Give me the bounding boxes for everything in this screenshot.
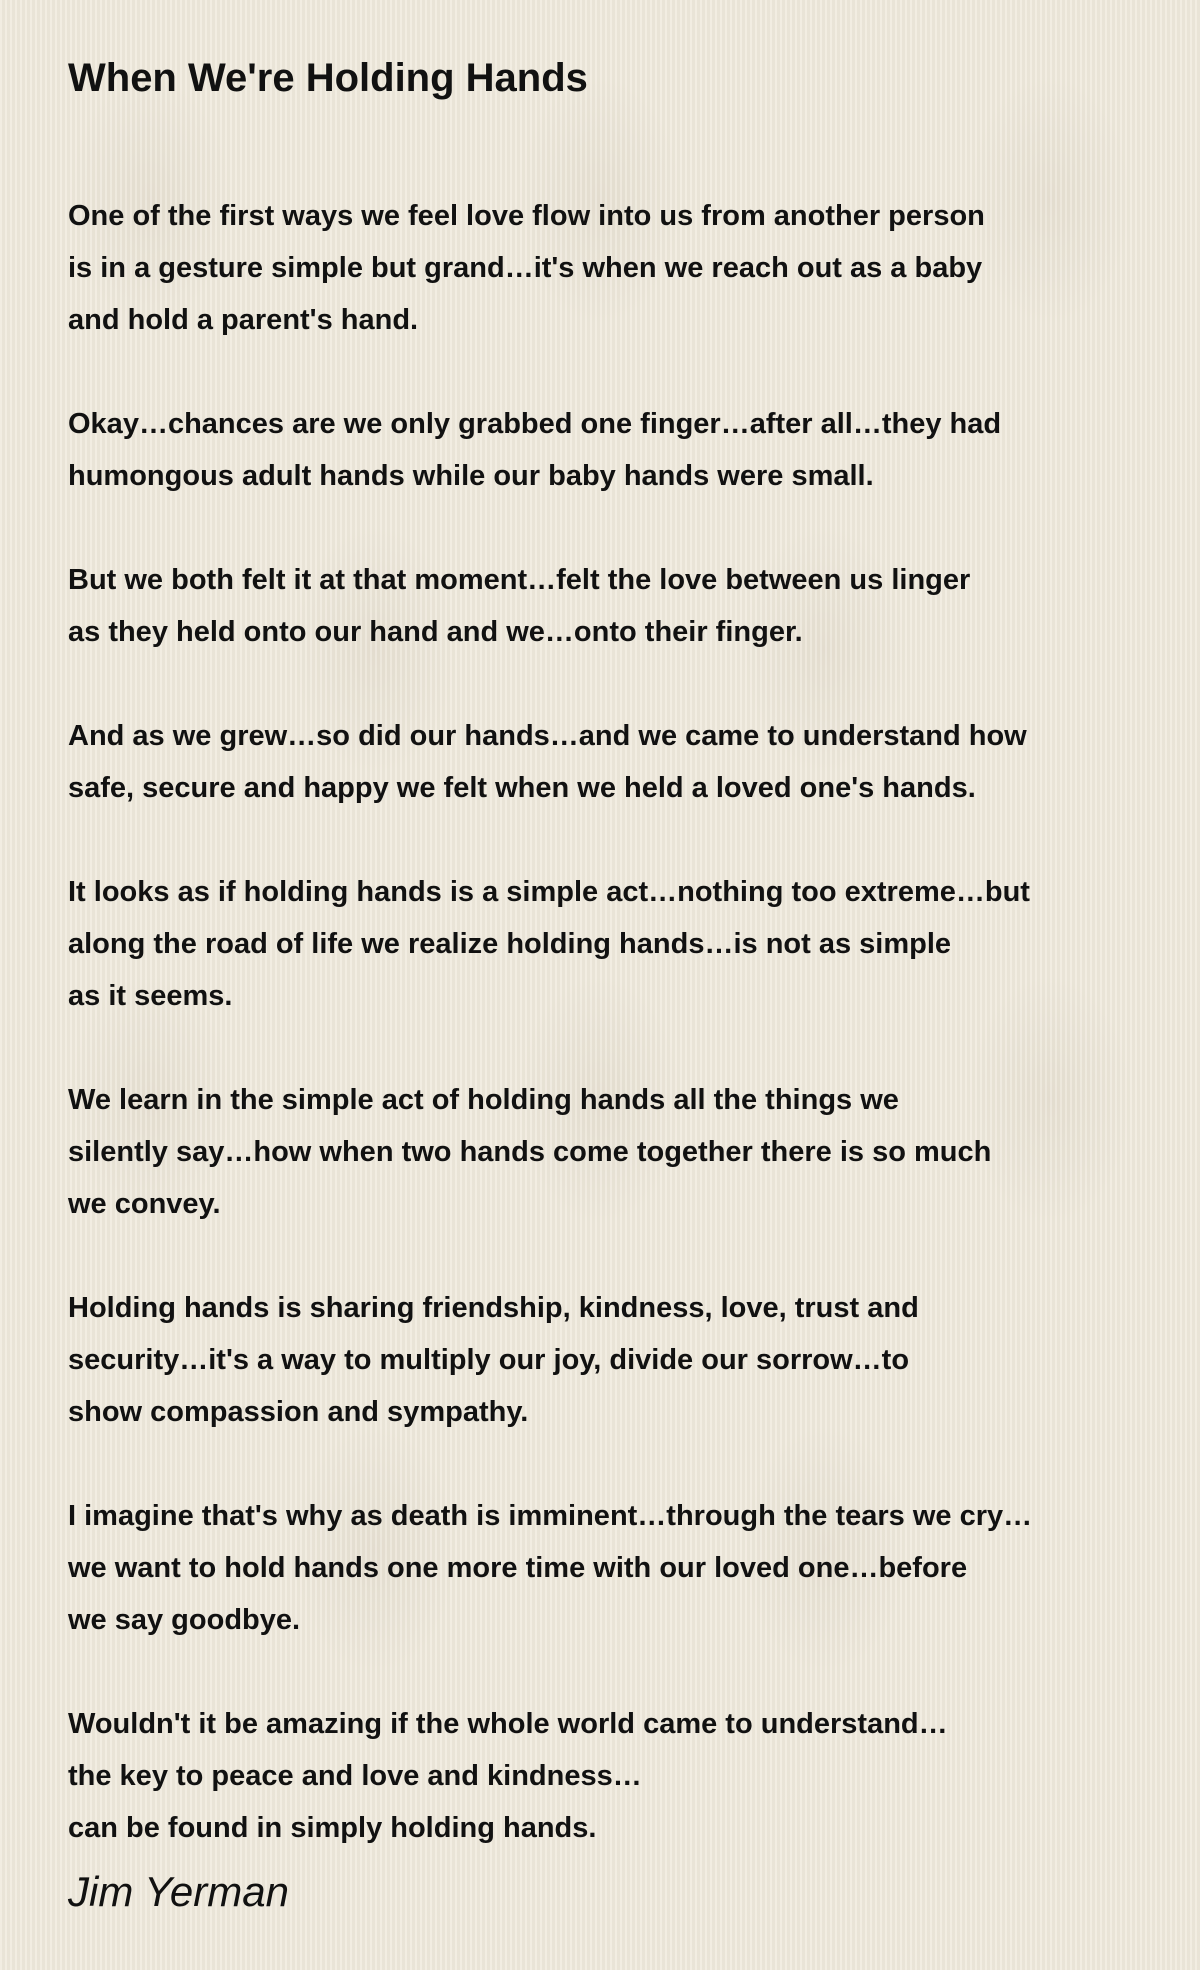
poem-line: we convey. [68, 1188, 221, 1220]
poem-line: we want to hold hands one more time with our loved one…before [68, 1552, 968, 1584]
poem-line: I imagine that's why as death is imminent…through the tears we cry… [68, 1500, 1033, 1532]
poem-body [68, 190, 1168, 1854]
poem-line: as they held onto our hand and we…onto their finger. [68, 616, 803, 648]
stanza [68, 1490, 1168, 1646]
poem-title: When We're Holding Hands [68, 56, 588, 100]
poem-line: Wouldn't it be amazing if the whole world came to understand… [68, 1708, 948, 1740]
poem-line: security…it's a way to multiply our joy, divide our sorrow…to [68, 1344, 910, 1376]
stanza [68, 1074, 1168, 1230]
poem-line: One of the first ways we feel love flow into us from another person [68, 200, 985, 232]
poem-line: humongous adult hands while our baby hands were small. [68, 460, 874, 492]
stanza [68, 190, 1168, 346]
poem-line: Holding hands is sharing friendship, kindness, love, trust and [68, 1292, 919, 1324]
poem-line: And as we grew…so did our hands…and we came to understand how [68, 720, 1027, 752]
poem-line: we say goodbye. [68, 1604, 301, 1636]
poem-line: But we both felt it at that moment…felt the love between us linger [68, 564, 971, 596]
poem-line: along the road of life we realize holding hands…is not as simple [68, 928, 952, 960]
stanza [68, 710, 1168, 814]
poem-line: can be found in simply holding hands. [68, 1812, 597, 1844]
stanza [68, 554, 1168, 658]
poem-line: show compassion and sympathy. [68, 1396, 529, 1428]
poem-author: Jim Yerman [68, 1868, 289, 1915]
poem-line: and hold a parent's hand. [68, 304, 419, 336]
poem-line: safe, secure and happy we felt when we held a loved one's hands. [68, 772, 976, 804]
poem-line: the key to peace and love and kindness… [68, 1760, 642, 1792]
stanza [68, 866, 1168, 1022]
poem-line: as it seems. [68, 980, 233, 1012]
poem-line: We learn in the simple act of holding hands all the things we [68, 1084, 899, 1116]
poem-line: is in a gesture simple but grand…it's when we reach out as a baby [68, 252, 983, 284]
poem-line: It looks as if holding hands is a simple act…nothing too extreme…but [68, 876, 1030, 908]
poem-line: silently say…how when two hands come together there is so much [68, 1136, 992, 1168]
stanza [68, 1698, 1168, 1854]
poem-card [68, 48, 1168, 1906]
stanza [68, 398, 1168, 502]
poem-line: Okay…chances are we only grabbed one finger…after all…they had [68, 408, 1002, 440]
stanza [68, 1282, 1168, 1438]
